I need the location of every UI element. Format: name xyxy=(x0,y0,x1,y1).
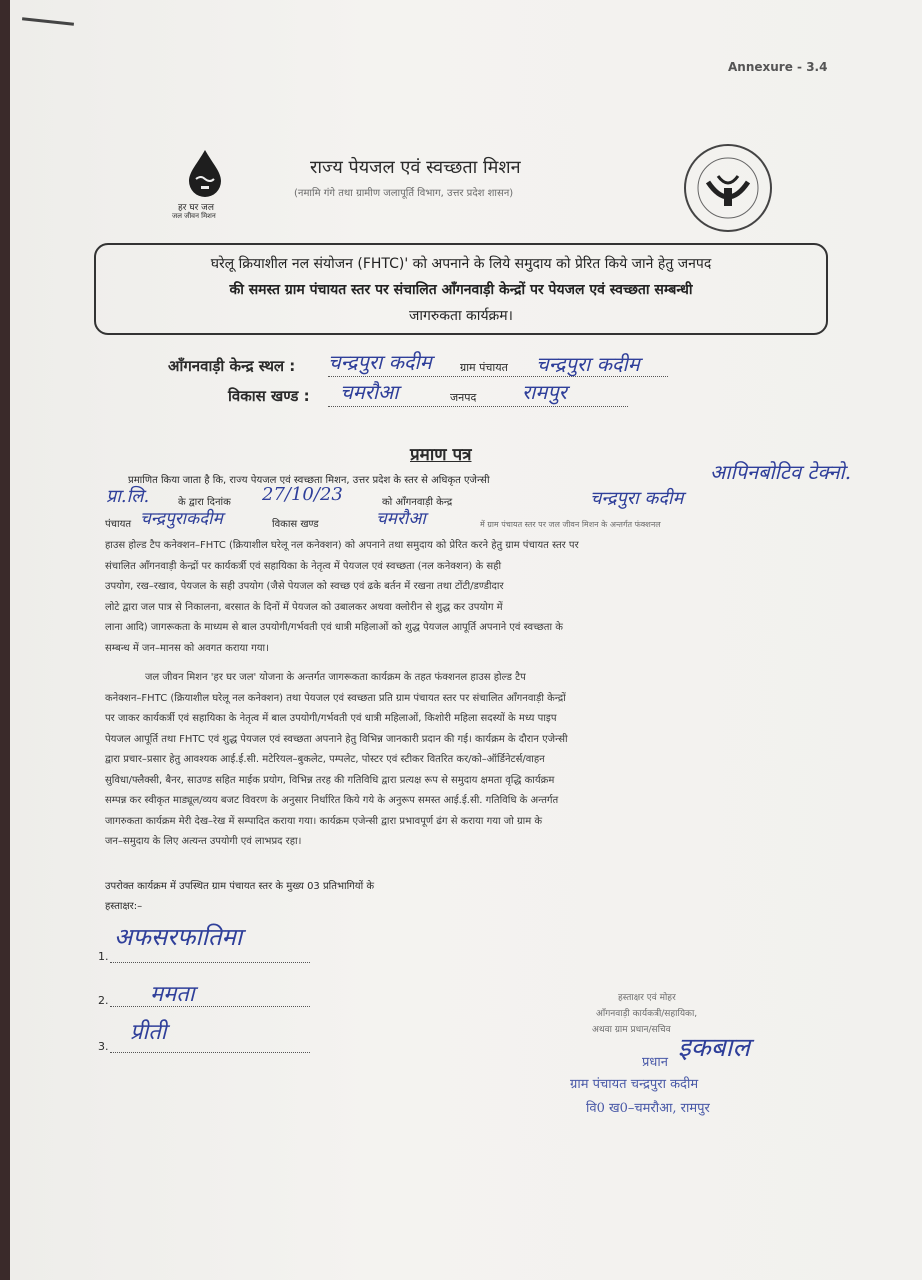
centre-value: चन्द्रपुरा कदीम xyxy=(328,350,432,374)
program-banner xyxy=(94,243,828,335)
cert-p2-line5: द्वारा प्रचार–प्रसार हेतु आवश्यक आई.ई.सी. मटेरियल–बुकलेट, पम्पलेट, पोस्टर एवं स्टीकर वितरित कर/को–ऑर्डिनेटर्स/वाहन xyxy=(105,754,545,765)
banner-line-3: जागरुकता कार्यक्रम। xyxy=(408,308,513,324)
cert-p1-line2b: को आँगनवाड़ी केन्द्र xyxy=(382,497,453,508)
company-handwritten: प्रा.लि. xyxy=(106,486,150,507)
signature-1: अफसरफातिमा xyxy=(114,923,243,951)
cert-p3-line2: हस्ताक्षर:– xyxy=(105,901,143,912)
cert-p2-line2: कनेक्शन–FHTC (क्रियाशील घरेलू नल कनेक्शन) तथा पेयजल एवं स्वच्छता प्रति ग्राम पंचायत स्तर पर संचालित आँगनवाड़ी केन्द्रों xyxy=(105,692,566,704)
signature-line-2 xyxy=(110,1006,310,1007)
block-value: चमरौआ xyxy=(340,380,399,404)
cert-p1-line7: लोटे द्वारा जल पात्र से निकालना, बरसात के दिनों में पेयजल को उबालकर अथवा क्लोरीन से शुद्ध कर उपयोग में xyxy=(105,601,503,613)
mission-title: राज्य पेयजल एवं स्वच्छता मिशन xyxy=(310,157,521,178)
authority-line-1: हस्ताक्षर एवं मोहर xyxy=(618,993,676,1003)
stamp-line-1: प्रधान xyxy=(642,1055,668,1070)
cert-p1-line3a: पंचायत xyxy=(105,519,132,530)
authority-line-3: अथवा ग्राम प्रधान/सचिव xyxy=(592,1025,671,1035)
cert-p2-line3: पर जाकर कार्यकर्त्री एवं सहायिका के नेतृत्व में बाल उपयोगी/गर्भवती एवं धात्री महिलाओं, किशोरी महिला सदस्यों के मध्य पाइप xyxy=(105,713,557,724)
cert-p1-line2a: के द्वारा दिनांक xyxy=(178,497,231,508)
cert-p1-line4: हाउस होल्ड टैप कनेक्शन–FHTC (क्रियाशील घरेलू नल कनेक्शन) को अपनाने तथा समुदाय को प्रेरित करने हेतु ग्राम पंचायत स्तर पर xyxy=(105,540,579,551)
cert-p2-line7: सम्पन्न कर स्वीकृत माड्यूल/व्यय बजट विवरण के अनुसार निर्धारित किये गये के अनुरूप समस्त आई.ई.सी. गतिविधि के अन्तर्गत xyxy=(105,795,559,806)
cert-p1-line6: उपयोग, रख–रखाव, पेयजल के सही उपयोग (जैसे पेयजल को स्वच्छ एवं ढके बर्तन में रखना तथा टोंटी/डण्डीदार xyxy=(105,581,504,592)
cert-p2-line1: जल जीवन मिशन 'हर घर जल' योजना के अन्तर्गत जागरूकता कार्यक्रम के तहत फंक्शनल हाउस होल्ड टैप xyxy=(145,672,526,683)
cert-p1-body xyxy=(105,536,805,659)
centre-underline xyxy=(328,376,668,377)
block-underline xyxy=(328,406,628,407)
annexure-label: Annexure - 3.4 xyxy=(728,60,828,74)
cert-p1-line9: सम्बन्ध में जन–मानस को अवगत कराया गया। xyxy=(105,642,269,654)
block-handwritten: चमरौआ xyxy=(376,509,426,529)
agency-handwritten: आपिनबोटिव टेक्नो. xyxy=(710,460,852,484)
up-seal-icon xyxy=(682,142,774,234)
water-drop-icon xyxy=(185,148,225,198)
cert-p2-line9: जन–समुदाय के लिए अत्यन्त उपयोगी एवं लाभप्रद रहा। xyxy=(105,836,302,847)
document-page xyxy=(10,0,922,1280)
banner-line-1: घरेलू क्रियाशील नल संयोजन (FHTC)' को अपनाने के लिये समुदाय को प्रेरित किये जाने हेतु जनपद xyxy=(210,256,712,272)
signature-2: ममता xyxy=(150,982,195,1007)
panchayat-value: चन्द्रपुरा कदीम xyxy=(536,352,640,376)
pen-mark xyxy=(22,17,74,25)
signature-num-2: 2. xyxy=(98,994,109,1007)
signature-num-3: 3. xyxy=(98,1040,109,1053)
logo-subtagline: जल जीवन मिशन xyxy=(172,212,216,220)
centre-label: आँगनवाड़ी केन्द्र स्थल : xyxy=(168,357,296,375)
cert-p3-line1: उपरोक्त कार्यक्रम में उपस्थित ग्राम पंचायत स्तर के मुख्य 03 प्रतिभागियों के xyxy=(105,881,375,892)
district-label: जनपद xyxy=(450,391,477,404)
cert-p2-line4: पेयजल आपूर्ति तथा FHTC एवं शुद्ध पेयजल एवं स्वच्छता अपनाने हेतु विभिन्न जानकारी प्रदान की गई। कार्यक्रम के दौरान एजेन्सी xyxy=(105,733,568,745)
signature-line-1 xyxy=(110,962,310,963)
panchayat-handwritten: चन्द्रपुराकदीम xyxy=(140,509,223,529)
district-value: रामपुर xyxy=(522,380,567,404)
cert-p1-line3c: में ग्राम पंचायत स्तर पर जल जीवन मिशन के अन्तर्गत फंक्शनल xyxy=(480,520,661,529)
jal-jeevan-logo xyxy=(170,148,240,233)
stamp-line-3: वि0 ख0–चमरौआ, रामपुर xyxy=(586,1101,710,1116)
signature-3: प्रीती xyxy=(130,1020,167,1045)
banner-line-2: की समस्त ग्राम पंचायत स्तर पर संचालित आँगनवाड़ी केन्द्रों पर पेयजल एवं स्वच्छता सम्बन्धी xyxy=(229,282,693,298)
signature-line-3 xyxy=(110,1052,310,1053)
cert-p1-line1: प्रमाणित किया जाता है कि, राज्य पेयजल एवं स्वच्छता मिशन, उत्तर प्रदेश के स्तर से अधिकृत एजेन्सी xyxy=(128,475,490,486)
mission-subtitle: (नमामि गंगे तथा ग्रामीण जलापूर्ति विभाग, उत्तर प्रदेश शासन) xyxy=(294,188,514,199)
certificate-title: प्रमाण पत्र xyxy=(410,445,472,465)
panchayat-label: ग्राम पंचायत xyxy=(460,361,508,374)
cert-p2-body xyxy=(105,668,805,853)
cert-p1-line3b: विकास खण्ड xyxy=(272,519,319,530)
pradhan-signature: इकबाल xyxy=(678,1033,750,1063)
signature-num-1: 1. xyxy=(98,950,109,963)
date-handwritten: 27/10/23 xyxy=(262,484,343,505)
cert-p2-line6: सुविधा/फ्लैक्सी, बैनर, साउण्ड सहित माईक प्रयोग, विभिन्न तरह की गतिविधि द्वारा प्रत्यक्ष रूप से समुदाय क्षमता वृद्धि कार्यक्रम xyxy=(105,774,555,786)
stamp-line-2: ग्राम पंचायत चन्द्रपुरा कदीम xyxy=(570,1077,699,1092)
centre-handwritten: चन्द्रपुरा कदीम xyxy=(590,488,684,509)
cert-p1-line8: लाना आदि) जागरूकता के माध्यम से बाल उपयोगी/गर्भवती एवं धात्री महिलाओं को शुद्ध पेयजल आपूर्ति अपनाने एवं स्वच्छता के xyxy=(105,622,563,633)
cert-p2-line8: जागरुकता कार्यक्रम मेरी देख–रेख में सम्पादित कराया गया। कार्यक्रम एजेन्सी द्वारा प्रभावपूर्ण ढंग से कराया गया जो ग्राम के xyxy=(105,815,543,827)
logo-tagline: हर घर जल xyxy=(178,203,214,213)
cert-p1-line5: संचालित आँगनवाड़ी केन्द्रों पर कार्यकर्त्री एवं सहायिका के नेतृत्व में पेयजल एवं स्वच्छता (नल कनेक्शन) के सही xyxy=(105,560,502,572)
authority-line-2: आँगनवाड़ी कार्यकत्री/सहायिका, xyxy=(596,1009,698,1019)
block-label: विकास खण्ड : xyxy=(228,387,310,405)
